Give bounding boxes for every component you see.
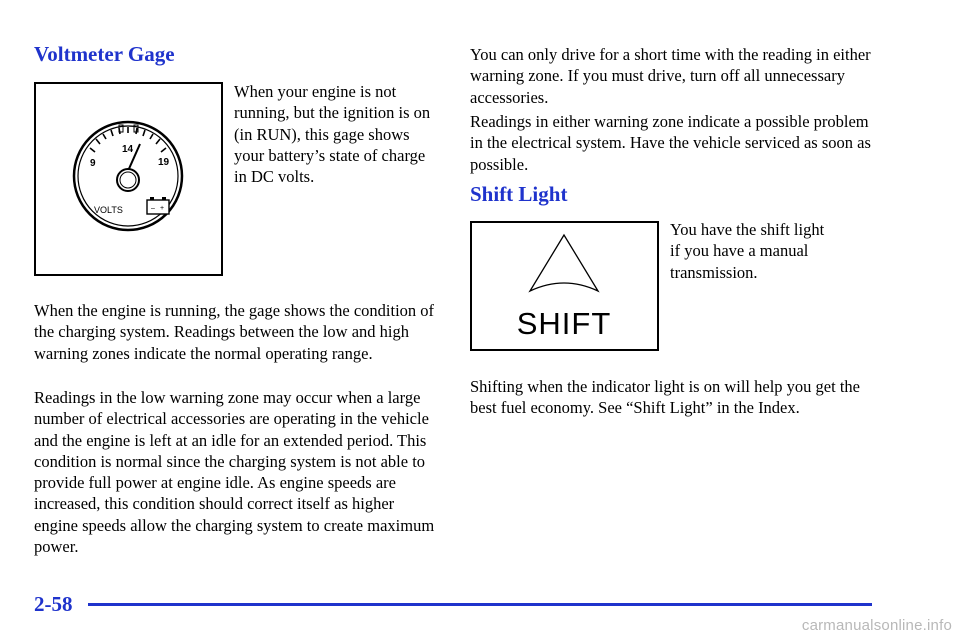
battery-minus-label: –	[151, 205, 155, 212]
voltmeter-intro: When your engine is not running, but the ignition is on (in RUN), this gage shows your battery’s state of charge in DC volts.	[234, 82, 431, 187]
shift-light-heading: Shift Light	[470, 182, 568, 206]
shift-indicator-label: SHIFT	[516, 306, 612, 341]
voltmeter-paragraph: When the engine is running, the gage shows the condition of the charging system. Readings between the low and high warning zones indicate the normal operating range.	[34, 301, 435, 363]
battery-icon	[147, 197, 169, 214]
footer-rule	[88, 603, 872, 606]
voltmeter-gauge-figure	[34, 82, 223, 276]
gauge-label-high: 19	[158, 157, 170, 168]
gauge-label-low: 9	[90, 158, 96, 169]
gauge-unit-label: VOLTS	[94, 205, 123, 215]
gauge-label-mid: 14	[122, 144, 134, 155]
warning-zone-paragraph: You can only drive for a short time with the reading in either warning zone. If you must drive, turn off all unnecessary accessories.	[470, 45, 871, 107]
shift-arrow-icon	[472, 223, 657, 349]
voltmeter-heading: Voltmeter Gage	[34, 42, 175, 66]
watermark: carmanualsonline.info	[801, 617, 952, 634]
shift-light-intro: You have the shift light if you have a manual transmission.	[670, 220, 825, 282]
warning-zone-paragraph: Readings in either warning zone indicate a possible problem in the electrical system. Have the vehicle serviced as soon as possible.	[470, 112, 871, 174]
voltmeter-paragraph: Readings in the low warning zone may occur when a large number of electrical accessories are operating in the vehicle and the engine is left at an idle for an extended period. This condition is normal since the charging system is not able to provide full power at engine idle. As engine speeds are increased, this condition should correct itself as higher engine speeds allow the charging system to create maximum power.	[34, 388, 435, 557]
shift-light-figure	[470, 221, 659, 351]
shift-light-paragraph: Shifting when the indicator light is on will help you get the best fuel economy. See “Shift Light” in the Index.	[470, 377, 860, 418]
battery-plus-label: +	[160, 205, 165, 212]
voltmeter-gauge-icon	[36, 84, 221, 274]
page-number: 2-58	[34, 592, 73, 616]
